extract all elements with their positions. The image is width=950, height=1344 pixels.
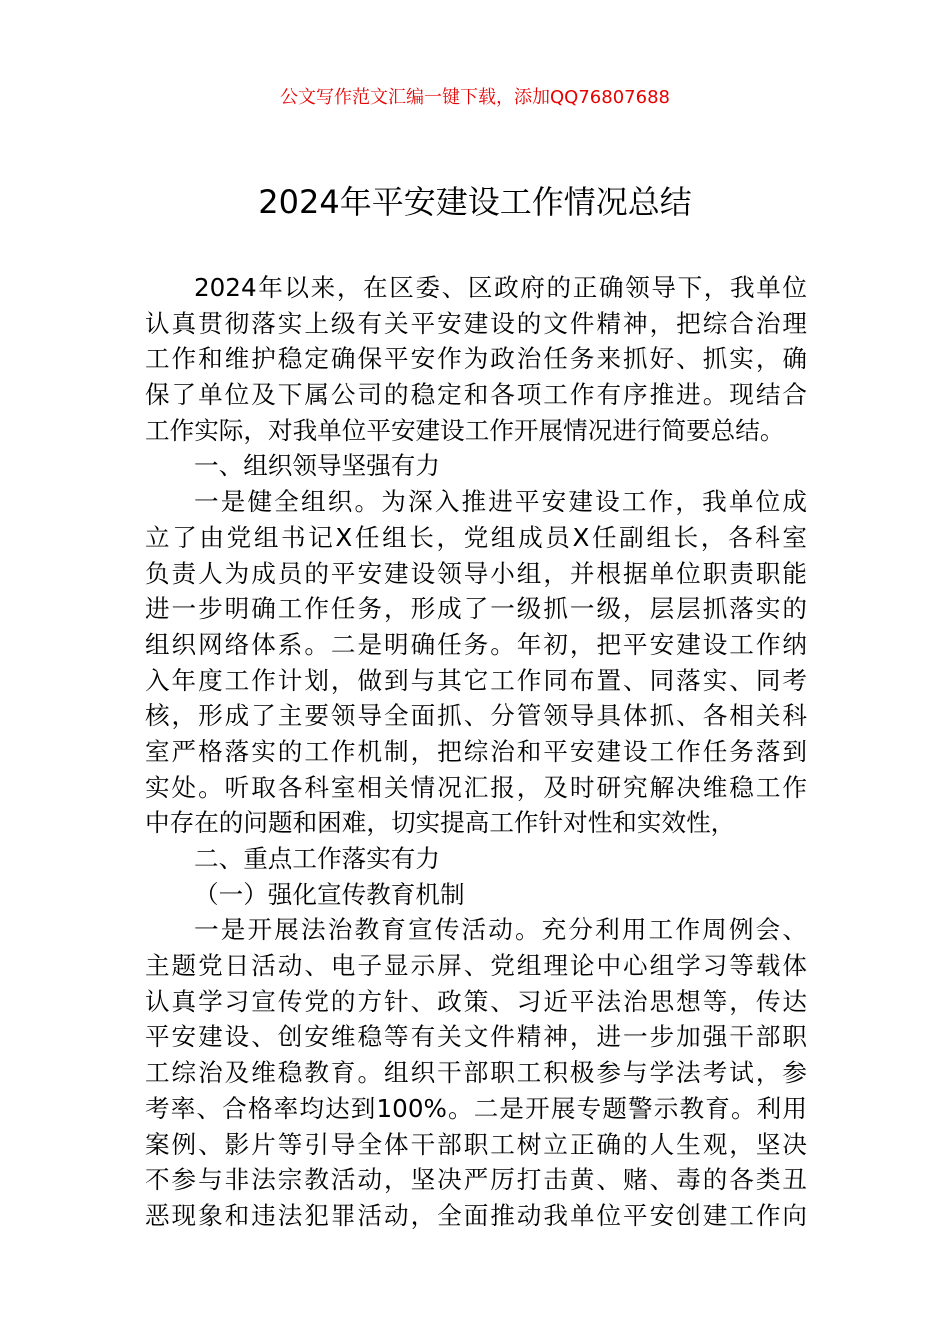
paragraph-line: 认真贯彻落实上级有关平安建设的文件精神，把综合治理 <box>145 308 807 338</box>
paragraph-line: 进一步明确工作任务，形成了一级抓一级，层层抓落实的 <box>145 594 807 624</box>
paragraph-line: 2024年以来，在区委、区政府的正确领导下，我单位 <box>194 273 807 302</box>
paragraph-line: 一是开展法治教育宣传活动。充分利用工作周例会、 <box>194 915 807 945</box>
paragraph-line: 组织网络体系。二是明确任务。年初，把平安建设工作纳 <box>145 629 807 659</box>
paragraph-line: 工作实际，对我单位平安建设工作开展情况进行简要总结。 <box>145 415 785 445</box>
paragraph-line: 认真学习宣传党的方针、政策、习近平法治思想等，传达 <box>145 986 807 1016</box>
paragraph-line: 不参与非法宗教活动，坚决严厉打击黄、赌、毒的各类丑 <box>145 1165 807 1195</box>
paragraph-line: 室严格落实的工作机制，把综治和平安建设工作任务落到 <box>145 736 807 766</box>
paragraph-line: 负责人为成员的平安建设领导小组，并根据单位职责职能 <box>145 558 807 588</box>
document-body <box>145 270 807 1234</box>
paragraph-line: 保了单位及下属公司的稳定和各项工作有序推进。现结合 <box>145 380 807 410</box>
paragraph-line: 立了由党组书记X任组长，党组成员X任副组长，各科室 <box>145 522 807 552</box>
subsection-heading: （一）强化宣传教育机制 <box>194 879 465 909</box>
paragraph-line: 平安建设、创安维稳等有关文件精神，进一步加强干部职 <box>145 1022 807 1052</box>
paragraph-line: 实处。听取各科室相关情况汇报，及时研究解决维稳工作 <box>145 772 807 802</box>
download-banner: 公文写作范文汇编一键下载，添加QQ76807688 <box>280 87 670 108</box>
paragraph-line: 入年度工作计划，做到与其它工作同布置、同落实、同考 <box>145 665 807 695</box>
section-heading: 一、组织领导坚强有力 <box>194 451 440 481</box>
paragraph-line: 工综治及维稳教育。组织干部职工积极参与学法考试，参 <box>145 1058 807 1088</box>
paragraph-line: 工作和维护稳定确保平安作为政治任务来抓好、抓实，确 <box>145 344 807 374</box>
paragraph-line: 主题党日活动、电子显示屏、党组理论中心组学习等载体 <box>145 951 807 981</box>
paragraph-line: 考率、合格率均达到100%。二是开展专题警示教育。利用 <box>145 1093 807 1123</box>
paragraph-line: 核，形成了主要领导全面抓、分管领导具体抓、各相关科 <box>145 701 807 731</box>
section-heading: 二、重点工作落实有力 <box>194 844 440 873</box>
paragraph-line: 一是健全组织。为深入推进平安建设工作，我单位成 <box>194 487 807 517</box>
paragraph-line: 案例、影片等引导全体干部职工树立正确的人生观，坚决 <box>145 1129 807 1159</box>
document-title: 2024年平安建设工作情况总结 <box>258 183 692 221</box>
paragraph-line: 恶现象和违法犯罪活动，全面推动我单位平安创建工作向 <box>145 1200 807 1230</box>
paragraph-line: 中存在的问题和困难，切实提高工作针对性和实效性， <box>145 808 736 838</box>
